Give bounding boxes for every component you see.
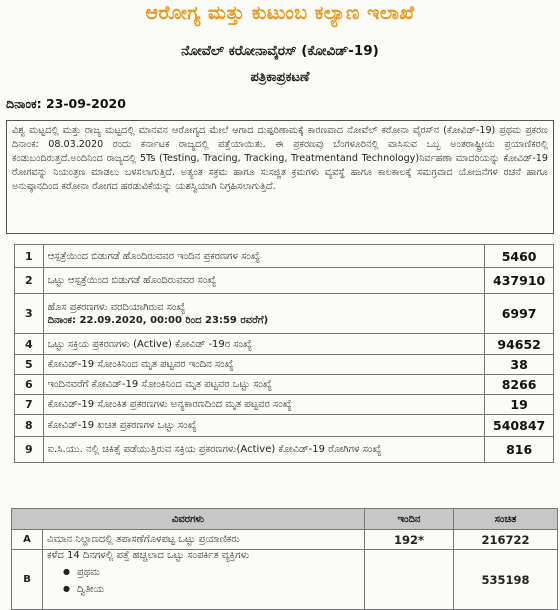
table-row [15, 294, 554, 334]
table-row [12, 530, 558, 550]
row-value: 540847 [485, 415, 554, 437]
row-label: ಹೊಸ ಪ್ರಕರಣಗಳು ವರದಿಯಾಗಿರುವ ಸಂಖ್ಯೆ [47, 301, 186, 313]
row-label: ವಿಮಾನ ನಿಲ್ದಾಣದಲ್ಲಿ ತಪಾಸಣೆಗೊಳಪಟ್ಟ ಒಟ್ಟು ಪ್ರಯಾಣಿಕರು [43, 530, 365, 550]
table-row [15, 334, 554, 355]
statistics-table [14, 244, 554, 463]
row-number: 4 [15, 334, 44, 355]
table-row [15, 395, 554, 415]
row-label: ಕೋವಿಡ್-19 ಖಚಿತ ಪ್ರಕರಣಗಳ ಒಟ್ಟು ಸಂಖ್ಯೆ [43, 415, 485, 437]
row-value: 5460 [485, 245, 554, 268]
row-value: 38 [485, 355, 554, 375]
header-today: ಇಂದಿನ [365, 509, 454, 530]
header-cumulative: ಸಂಚಿತ [454, 509, 558, 530]
row-code: B [12, 550, 43, 610]
row-value: 8266 [485, 375, 554, 395]
row-label-group [43, 550, 365, 610]
table-row [15, 415, 554, 437]
table-row [15, 245, 554, 268]
row-today-value: 192* [365, 530, 454, 550]
table-row [15, 375, 554, 395]
row-number: 2 [15, 268, 44, 294]
press-release-label: ಪತ್ರಿಕಾಪ್ರಕಟಣೆ [250, 70, 310, 85]
bullet-secondary: ● ದ್ವಿತೀಯ [47, 584, 360, 595]
row-label: ಕೋವಿಡ್-19 ಸೋಂಕಿನಿಂದ ಮೃತ ಪಟ್ಟವರ ಇಂದಿನ ಸಂಖ್ಯೆ [43, 355, 485, 375]
travel-details-table [11, 508, 558, 610]
row-number: 1 [15, 245, 44, 268]
table-row [15, 268, 554, 294]
row-label-group [43, 294, 485, 334]
row-value: 816 [485, 437, 554, 463]
table-row [15, 355, 554, 375]
row-number: 3 [15, 294, 44, 334]
header-details: ವಿವರಗಳು [12, 509, 365, 530]
row-label: ಕೋವಿಡ್-19 ಸೋಂಕಿತ ಪ್ರಕರಣಗಳು ಅನ್ಯಕಾರಣದಿಂದ ಮೃತ ಪಟ್ಟವರ ಸಂಖ್ಯೆ [43, 395, 485, 415]
row-value: 19 [485, 395, 554, 415]
row-value: 437910 [485, 268, 554, 294]
bullet-primary: ● ಪ್ರಥಮ [47, 567, 360, 578]
row-label: ಇಂದಿನವರೆಗೆ ಕೋವಿಡ್-19 ಸೋಂಕಿನಿಂದ ಮೃತ ಪಟ್ಟವರ ಒಟ್ಟು ಸಂಖ್ಯೆ [43, 375, 485, 395]
row-label: ಐ.ಸಿ.ಯು. ನಲ್ಲಿ ಚಿಕಿತ್ಸೆ ಪಡೆಯುತ್ತಿರುವ ಸಕ್ರಿಯ ಪ್ರಕರಣಗಳು(Active) ಕೋವಿಡ್-19 ರೋಗಿಗಳ ಸಂಖ್ಯೆ [43, 437, 485, 463]
row-label: ಕಳೆದ 14 ದಿನಗಳಲ್ಲಿ ಪತ್ತೆ ಹಚ್ಚಲಾದ ಒಟ್ಟು ಸಂಪರ್ಕಿತ ವ್ಯಕ್ತಿಗಳು [47, 550, 250, 561]
table-row [12, 550, 558, 610]
row-value: 6997 [485, 294, 554, 334]
release-date: ದಿನಾಂಕ: 23-09-2020 [6, 96, 126, 111]
row-cumulative-value: 216722 [454, 530, 558, 550]
row-number: 8 [15, 415, 44, 437]
row-sublabel: ದಿನಾಂಕ: 22.09.2020, 00:00 ರಿಂದ 23:59 ರವರೆಗೆ) [47, 314, 269, 326]
row-code: A [12, 530, 43, 550]
row-label: ಒಟ್ಟು ಆಸ್ಪತ್ರೆಯಿಂದ ಬಿಡುಗಡೆ ಹೊಂದಿರುವವರ ಸಂಖ್ಯೆ [43, 268, 485, 294]
department-title: ಆರೋಗ್ಯ ಮತ್ತು ಕುಟುಂಬ ಕಲ್ಯಾಣ ಇಲಾಖೆ [145, 2, 415, 24]
table-header-row [12, 509, 558, 530]
row-label: ಆಸ್ಪತ್ರೆಯಿಂದ ಬಿಡುಗಡೆ ಹೊಂದಿರುವವರ ಇಂದಿನ ಪ್ರಕರಣಗಳ ಸಂಖ್ಯೆ [43, 245, 485, 268]
row-label: ಒಟ್ಟು ಸಕ್ರಿಯ ಪ್ರಕರಣಗಳು (Active) ಕೋವಿಡ್ -19ರ ಸಂಖ್ಯೆ [43, 334, 485, 355]
row-number: 6 [15, 375, 44, 395]
row-number: 9 [15, 437, 44, 463]
row-cumulative-value: 535198 [454, 550, 558, 610]
table-row [15, 437, 554, 463]
row-value: 94652 [485, 334, 554, 355]
intro-paragraph: ವಿಶ್ವ ಮಟ್ಟದಲ್ಲಿ ಮತ್ತು ರಾಜ್ಯ ಮಟ್ಟದಲ್ಲಿ ಮಾನವನ ಆರೋಗ್ಯದ ಮೇಲೆ ಆಗಾದ ದುಷ್ಪರಿಣಾಮಕ್ಕೆ ಕಾರಣವಾದ ನೋವೆಲ್ ಕರೋನಾ ವೈರಸ್‌ನ (ಕೋವಿಡ್-19) ಪ್ರಥಮ ಪ್ರಕರಣ ದಿನಾಂಕ: 08.03.2020 ರಂದು ಕರ್ನಾಟಕ ರಾಜ್ಯದಲ್ಲಿ ಪತ್ತೆಯಾಯಿತು. ಈ ಪ್ರಕರಣವು ಬೆಂಗಳೂರಿನಲ್ಲಿ ವಾಸಿಸುವ ಒಬ್ಬ ಅಂತರಾಷ್ಟ್ರೀಯ ಪ್ರಯಾಣಿಕರಲ್ಲಿ ಕಂಡುಬಂದಿರುತ್ತದೆ.ಅಂದಿನಿಂದ ರಾಜ್ಯದಲ್ಲಿ 5Ts (Testing, Tracing, Tracking, Treatmentand Technology)ನಿರ್ವಹಣಾ ಮಾದರಿಯನ್ನು ಕೋವಿಡ್-19 ರೋಗವನ್ನು ನಿಯಂತ್ರಣ ಮಾಡಲು ಬಳಸಲಾಗುತ್ತಿದೆ. ಅತ್ಯಂತ ಸಕ್ರಮ ಹಾಗೂ ಸುಸಜ್ಜಿತ ಕ್ರಮಗಳು ವ್ಯವಸ್ಥೆ ಹಾಗೂ ಕಾಲಕಾಲಕ್ಕೆ ಸಮಗ್ರವಾದ ಯೋಜನೆಗಳ ರಚನೆ ಹಾಗೂ ಅನುಷ್ಠಾನದಿಂದ ಕರೋನಾ ರೋಗದ ಹರಡುವಿಕೆಯನ್ನು ಯಶಸ್ವಿಯಾಗಿ ನಿಗ್ರಹಿಸಲಾಗುತ್ತಿದೆ. [6, 120, 554, 234]
row-today-value [365, 550, 454, 610]
row-number: 5 [15, 355, 44, 375]
document-subtitle: ನೋವೆಲ್ ಕರೋನಾವೈರಸ್ (ಕೋವಿಡ್-19) [181, 43, 379, 59]
row-number: 7 [15, 395, 44, 415]
